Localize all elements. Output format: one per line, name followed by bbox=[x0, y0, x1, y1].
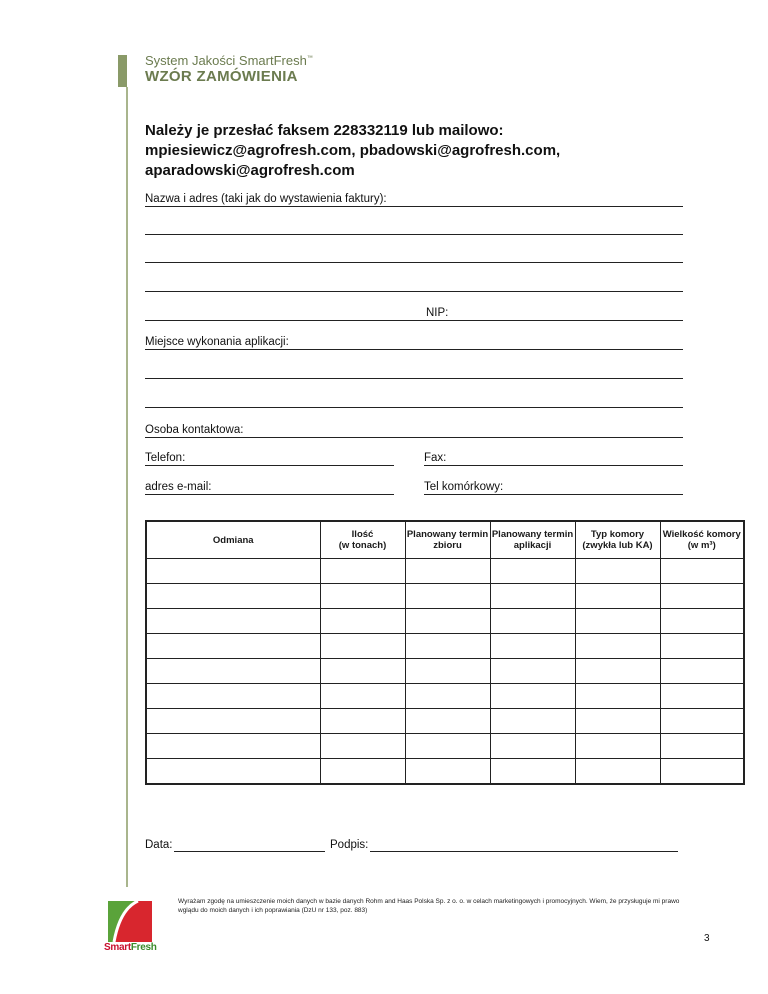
date-label: Data: bbox=[145, 839, 173, 851]
table-cell[interactable] bbox=[575, 659, 660, 684]
table-cell[interactable] bbox=[146, 634, 320, 659]
table-cell[interactable] bbox=[490, 734, 575, 759]
table-row bbox=[146, 634, 744, 659]
table-cell[interactable] bbox=[405, 559, 490, 584]
table-cell[interactable] bbox=[575, 584, 660, 609]
logo-wordmark: SmartFresh bbox=[104, 942, 157, 953]
table-cell[interactable] bbox=[405, 659, 490, 684]
instruction-text: Należy je przesłać faksem 228332119 lub mailowo: mpiesiewicz@agrofresh.com, pbadowski@agrofresh.com, aparadowski@agrofresh.com bbox=[145, 122, 561, 179]
table-cell[interactable] bbox=[320, 609, 405, 634]
table-cell[interactable] bbox=[320, 709, 405, 734]
page-title: WZÓR ZAMÓWIENIA bbox=[145, 68, 298, 85]
contact-person-label: Osoba kontaktowa: bbox=[145, 424, 244, 436]
table-row bbox=[146, 584, 744, 609]
address-line-2[interactable] bbox=[145, 234, 683, 235]
address-line-3[interactable] bbox=[145, 262, 683, 263]
table-cell[interactable] bbox=[320, 559, 405, 584]
page-number: 3 bbox=[704, 933, 710, 944]
table-cell[interactable] bbox=[320, 634, 405, 659]
table-cell[interactable] bbox=[660, 734, 744, 759]
table-cell[interactable] bbox=[320, 684, 405, 709]
table-cell[interactable] bbox=[490, 584, 575, 609]
mobile-line[interactable] bbox=[424, 494, 683, 495]
name-address-label: Nazwa i adres (taki jak do wystawienia faktury): bbox=[145, 193, 387, 205]
table-cell[interactable] bbox=[405, 584, 490, 609]
table-cell[interactable] bbox=[490, 759, 575, 785]
table-cell[interactable] bbox=[405, 709, 490, 734]
table-cell[interactable] bbox=[575, 634, 660, 659]
table-cell[interactable] bbox=[575, 734, 660, 759]
name-address-line[interactable] bbox=[145, 206, 683, 207]
table-cell[interactable] bbox=[146, 584, 320, 609]
application-place-line[interactable] bbox=[145, 349, 683, 350]
contact-person-line[interactable] bbox=[145, 437, 683, 438]
table-cell[interactable] bbox=[490, 709, 575, 734]
header-chamber-size: Wielkość komory (w m³) bbox=[660, 521, 744, 559]
table-cell[interactable] bbox=[405, 609, 490, 634]
table-cell[interactable] bbox=[320, 734, 405, 759]
nip-label: NIP: bbox=[426, 307, 449, 319]
header-variety: Odmiana bbox=[146, 521, 320, 559]
table-cell[interactable] bbox=[660, 759, 744, 785]
table-cell[interactable] bbox=[146, 734, 320, 759]
address-line-4[interactable] bbox=[145, 291, 683, 292]
table-cell[interactable] bbox=[320, 659, 405, 684]
mobile-label: Tel komórkowy: bbox=[424, 481, 504, 493]
nip-line[interactable] bbox=[145, 320, 683, 321]
table-cell[interactable] bbox=[405, 684, 490, 709]
table-row bbox=[146, 559, 744, 584]
table-cell[interactable] bbox=[490, 559, 575, 584]
table-cell[interactable] bbox=[146, 659, 320, 684]
accent-rule bbox=[126, 87, 128, 887]
smartfresh-logo-icon bbox=[108, 901, 152, 942]
header-quantity: Ilość (w tonach) bbox=[320, 521, 405, 559]
header-application-date: Planowany termin aplikacji bbox=[490, 521, 575, 559]
header-chamber-type: Typ komory (zwykła lub KA) bbox=[575, 521, 660, 559]
consent-text: Wyrażam zgodę na umieszczenie moich danych w bazie danych Rohm and Haas Polska Sp. z o. o. w celach marketingowych i promocyjnych. Wiem, że przysługuje mi prawo wglądu do moich danych i ich poprawiania (DzU nr 133, poz. 883) bbox=[178, 898, 680, 914]
table-row bbox=[146, 759, 744, 785]
table-cell[interactable] bbox=[320, 584, 405, 609]
table-cell[interactable] bbox=[146, 559, 320, 584]
signature-line[interactable] bbox=[370, 851, 678, 852]
table-cell[interactable] bbox=[146, 759, 320, 785]
table-cell[interactable] bbox=[575, 709, 660, 734]
table-row bbox=[146, 659, 744, 684]
table-cell[interactable] bbox=[660, 634, 744, 659]
header-harvest-date: Planowany termin zbioru bbox=[405, 521, 490, 559]
table-cell[interactable] bbox=[575, 759, 660, 785]
table-cell[interactable] bbox=[660, 659, 744, 684]
table-cell[interactable] bbox=[490, 609, 575, 634]
table-row bbox=[146, 734, 744, 759]
table-cell[interactable] bbox=[660, 559, 744, 584]
table-row bbox=[146, 684, 744, 709]
table-cell[interactable] bbox=[660, 609, 744, 634]
table-cell[interactable] bbox=[575, 559, 660, 584]
accent-bar bbox=[118, 55, 127, 87]
email-label: adres e-mail: bbox=[145, 481, 212, 493]
table-cell[interactable] bbox=[660, 584, 744, 609]
table-cell[interactable] bbox=[146, 684, 320, 709]
application-place-line-2[interactable] bbox=[145, 378, 683, 379]
table-cell[interactable] bbox=[490, 659, 575, 684]
table-row bbox=[146, 709, 744, 734]
application-place-label: Miejsce wykonania aplikacji: bbox=[145, 336, 289, 348]
table-cell[interactable] bbox=[575, 684, 660, 709]
table-cell[interactable] bbox=[405, 734, 490, 759]
fax-line[interactable] bbox=[424, 465, 683, 466]
table-row bbox=[146, 609, 744, 634]
table-cell[interactable] bbox=[575, 609, 660, 634]
table-cell[interactable] bbox=[405, 634, 490, 659]
table-cell[interactable] bbox=[490, 634, 575, 659]
application-place-line-3[interactable] bbox=[145, 407, 683, 408]
table-cell[interactable] bbox=[660, 684, 744, 709]
table-cell[interactable] bbox=[320, 759, 405, 785]
table-cell[interactable] bbox=[146, 609, 320, 634]
table-cell[interactable] bbox=[405, 759, 490, 785]
table-cell[interactable] bbox=[490, 684, 575, 709]
brand-line: System Jakości SmartFresh™ bbox=[145, 53, 313, 68]
phone-label: Telefon: bbox=[145, 452, 186, 464]
table-header-row bbox=[146, 521, 744, 559]
table-cell[interactable] bbox=[146, 709, 320, 734]
email-line[interactable] bbox=[145, 494, 394, 495]
date-line[interactable] bbox=[174, 851, 325, 852]
signature-label: Podpis: bbox=[330, 839, 369, 851]
table-cell[interactable] bbox=[660, 709, 744, 734]
phone-line[interactable] bbox=[145, 465, 394, 466]
order-table bbox=[145, 520, 745, 785]
fax-label: Fax: bbox=[424, 452, 447, 464]
